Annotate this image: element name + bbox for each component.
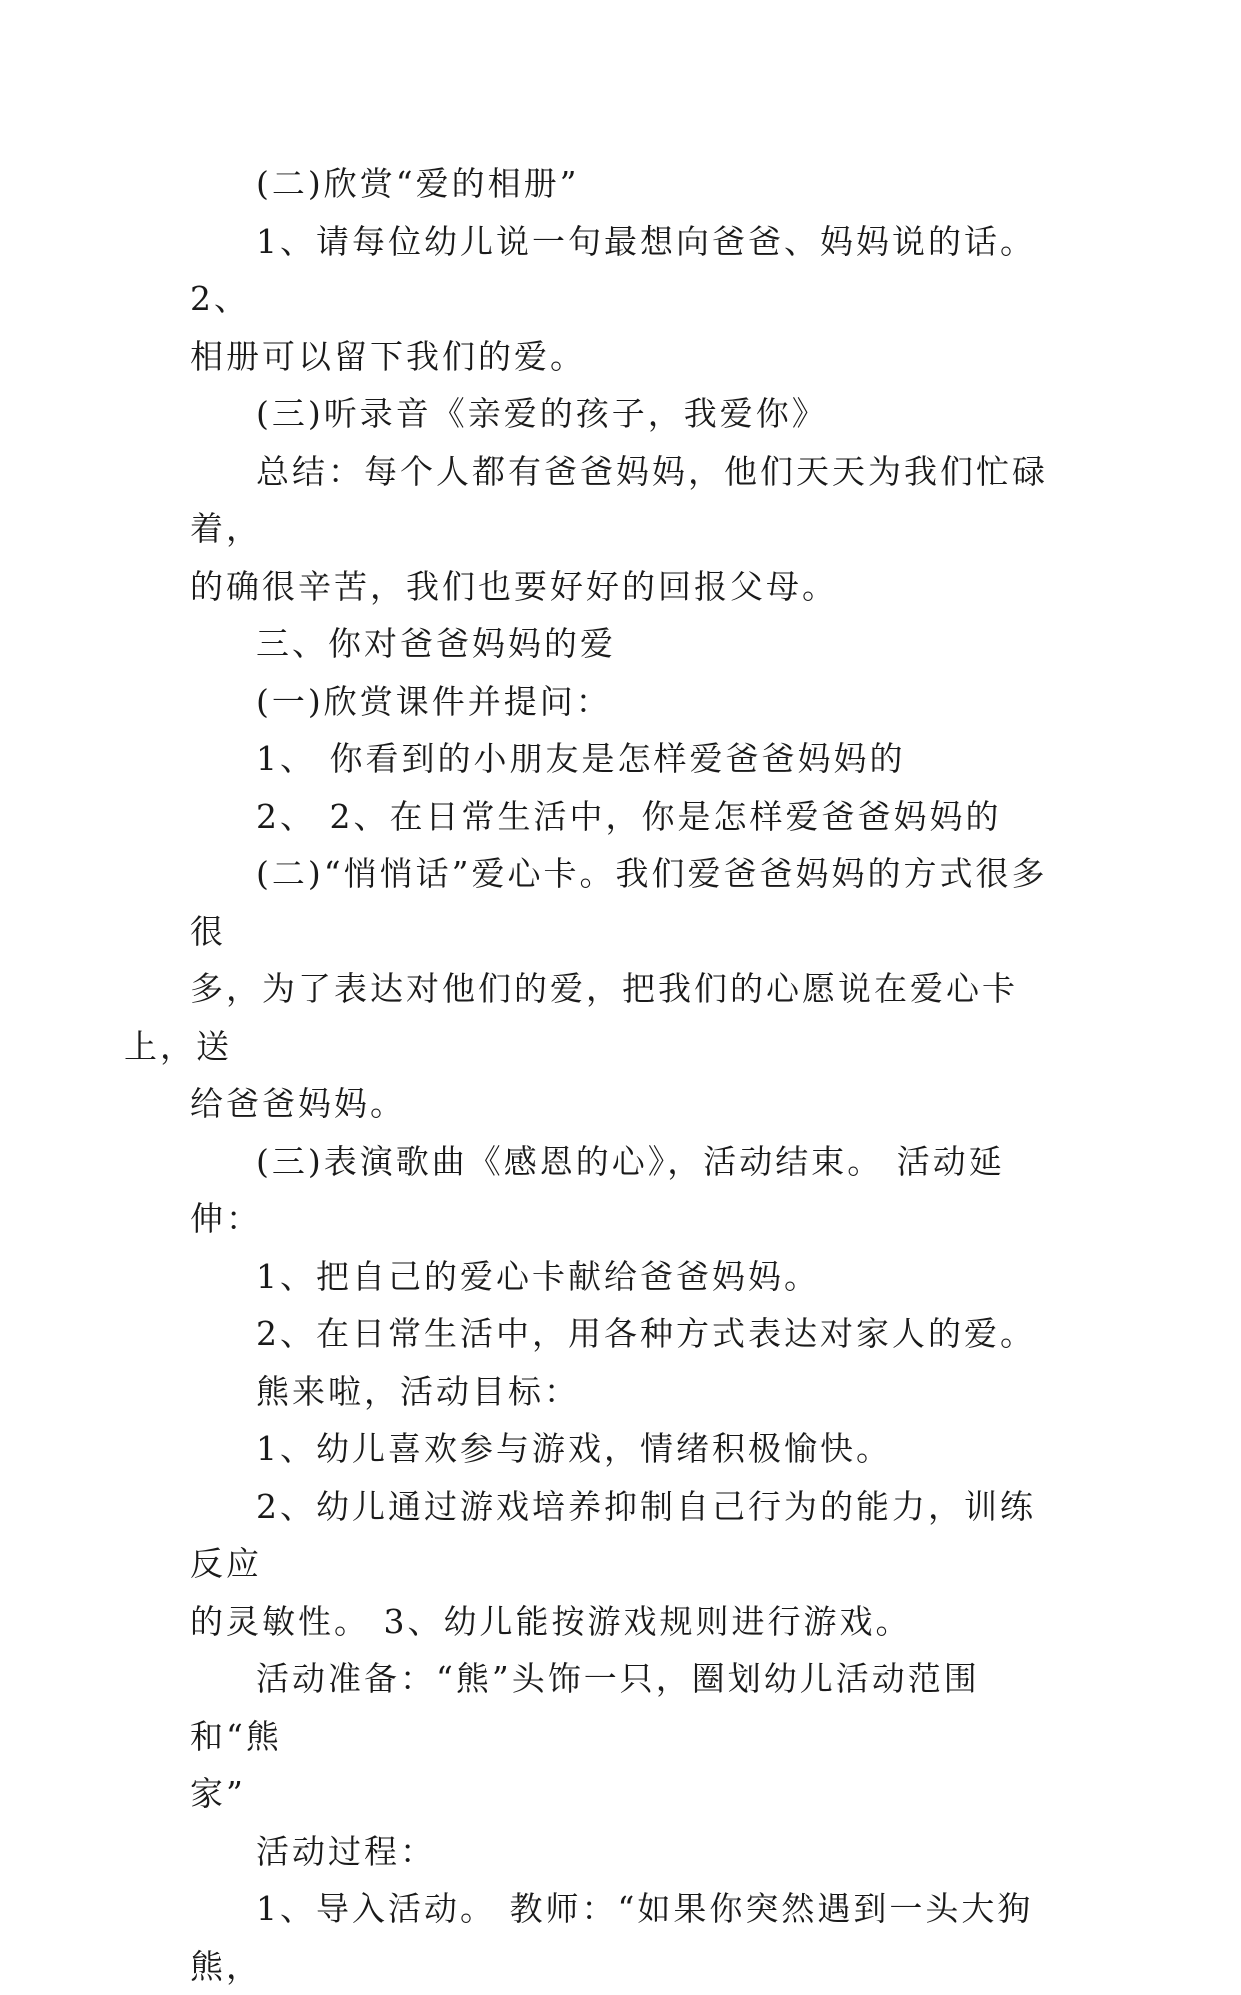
text-line: 给爸爸妈妈。	[190, 1084, 406, 1123]
text-line: 家”	[190, 1774, 246, 1813]
text-line: 三、你对爸爸妈妈的爱	[256, 624, 616, 663]
text-line: 1、 你看到的小朋友是怎样爱爸爸妈妈的	[256, 739, 906, 778]
text-line: 2、在日常生活中，用各种方式表达对家人的爱。	[256, 1314, 1036, 1353]
paragraph	[190, 1823, 1060, 1881]
text-line: 相册可以留下我们的爱。	[190, 336, 586, 376]
paragraph	[190, 1133, 1060, 1248]
text-line: 2、幼儿通过游戏培养抑制自己行为的能力，训练反应	[190, 1486, 1036, 1583]
paragraph	[190, 615, 1060, 673]
paragraph	[190, 1650, 1060, 1823]
paragraph	[190, 1880, 1060, 1995]
text-line: (三)听录音《亲爱的孩子，我爱你》	[256, 394, 828, 433]
paragraph	[190, 1363, 1060, 1421]
text-line: 1、幼儿喜欢参与游戏，情绪积极愉快。	[256, 1429, 892, 1468]
text-line: 活动准备：“熊”头饰一只，圈划幼儿活动范围和“熊	[190, 1659, 980, 1756]
paragraph	[190, 730, 1060, 788]
text-line: 总结：每个人都有爸爸妈妈，他们天天为我们忙碌着，	[190, 451, 1048, 548]
paragraph	[190, 1478, 1060, 1651]
text-line: (一)欣赏课件并提问：	[256, 681, 612, 721]
document-body	[124, 155, 1060, 1995]
text-line: (三)表演歌曲《感恩的心》，活动结束。 活动延伸：	[190, 1141, 1005, 1238]
text-line: 熊来啦，活动目标：	[256, 1371, 580, 1411]
paragraph	[190, 385, 1060, 443]
paragraph	[124, 845, 1060, 1133]
text-line: 2、 2、在日常生活中，你是怎样爱爸爸妈妈的	[256, 796, 1002, 836]
paragraph	[190, 1305, 1060, 1363]
paragraph	[190, 443, 1060, 616]
paragraph	[190, 1420, 1060, 1478]
paragraph	[190, 1248, 1060, 1306]
paragraph	[190, 213, 1060, 386]
text-line: 1、导入活动。 教师：“如果你突然遇到一头大狗熊，	[190, 1889, 1034, 1986]
text-line: (二)欣赏“爱的相册”	[256, 164, 580, 203]
paragraph	[190, 673, 1060, 731]
text-line: 多，为了表达对他们的爱，把我们的心愿说在爱心卡上，送	[124, 969, 1018, 1066]
text-line: 1、把自己的爱心卡献给爸爸妈妈。	[256, 1256, 820, 1296]
text-line: 的确很辛苦，我们也要好好的回报父母。	[190, 566, 838, 606]
text-line: 活动过程：	[256, 1831, 436, 1871]
paragraph	[190, 155, 1060, 213]
text-line: 1、请每位幼儿说一句最想向爸爸、妈妈说的话。 2、	[190, 221, 1036, 318]
text-line: (二)“悄悄话”爱心卡。我们爱爸爸妈妈的方式很多很	[190, 854, 1048, 951]
paragraph	[190, 788, 1060, 846]
text-line: 的灵敏性。 3、幼儿能按游戏规则进行游戏。	[190, 1601, 912, 1641]
